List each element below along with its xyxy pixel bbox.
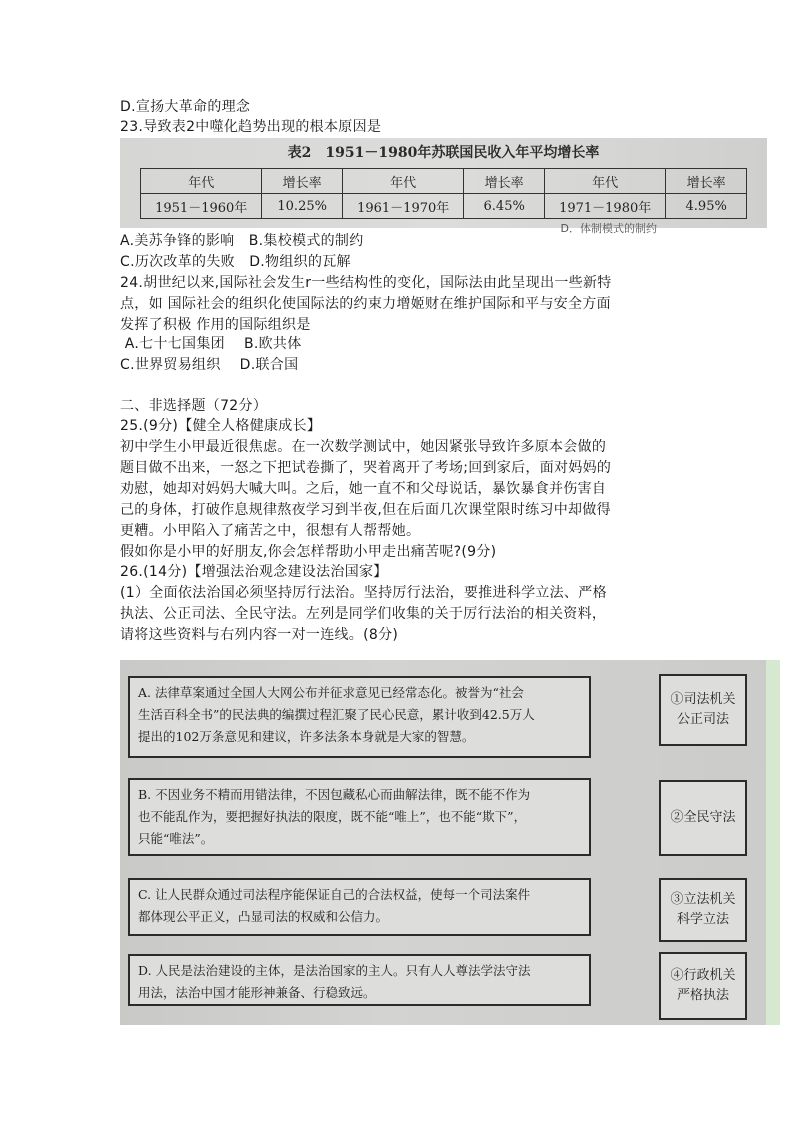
left-item-a: A. 法律草案通过全国人大网公布并征求意见已经常态化。被誉为“社会 生活百科全书”的民法典的编撰过程汇聚了民心民意，累计收到42.5万人 提出的102万条意见和建议，许多法条本身就是大家的智慧。	[128, 676, 591, 758]
text-line: A.七十七国集团 B.欧共体	[120, 336, 302, 352]
table-cell: 增长率	[666, 169, 747, 194]
question-26: 26.(14分)【增强法治观念建设法治国家】	[120, 564, 388, 580]
table2-scan	[120, 138, 767, 235]
matching-scan	[120, 660, 780, 1025]
left-item-b: B. 不因业务不精而用错法律，不因包藏私心而曲解法律，既不能不作为 也不能乱作为，要把握好执法的限度，既不能“唯上”，也不能“欺下”， 只能“唯法”。	[128, 778, 591, 856]
table-cell: 增长率	[262, 169, 343, 194]
text-line: C.历次改革的失败 D.物组织的瓦解	[120, 254, 351, 270]
text-line: 己的身体，打破作息规律熬夜学习到半夜,但在后面几次课堂限时练习中却做得	[120, 502, 611, 518]
text-line: 假如你是小甲的好朋友,你会怎样帮助小甲走出痛苦呢?(9分)	[120, 544, 497, 560]
table-cell: 10.25%	[262, 194, 343, 219]
table2	[140, 168, 747, 219]
left-item-d: D. 人民是法治建设的主体，是法治国家的主人。只有人人尊法学法守法 用法，法治中国才能形神兼备、行稳致远。	[128, 954, 591, 1006]
text-line: (1）全面依法治国必须坚持厉行法治。坚持厉行法治，要推进科学立法、严格	[120, 585, 607, 601]
text-line: 点，如 国际社会的组织化使国际法的约束力增姬财在维护国际和平与安全方面	[120, 296, 611, 312]
right-item-2: ②全民守法	[659, 780, 747, 856]
table-cell: 年代	[141, 169, 262, 194]
right-item-3: ③立法机关 科学立法	[659, 878, 747, 942]
scan-edge	[766, 660, 780, 1025]
text-line: 请将这些资料与右列内容一对一连线。(8分)	[120, 627, 399, 643]
table-cell: 6.45%	[464, 194, 545, 219]
cut-text: D．体制模式的制约	[560, 222, 657, 235]
text-line: 执法、公正司法、全民守法。左列是同学们收集的关于厉行法治的相关资料，	[120, 606, 607, 622]
table-row	[141, 169, 747, 194]
question-25: 25.(9分)【健全人格健康成长】	[120, 418, 322, 434]
table-cell: 增长率	[464, 169, 545, 194]
table-row	[141, 194, 747, 219]
question-24: 24.胡世纪以来,国际社会发生r一些结构性的变化，国际法由此呈现出一些新特	[120, 275, 612, 291]
text-line: 题目做不出来，一怒之下把试卷撕了，哭着离开了考场;回到家后，面对妈妈的	[120, 460, 612, 476]
right-item-4: ④行政机关 严格执法	[659, 952, 747, 1020]
section-heading: 二、非选择题（72分）	[120, 398, 268, 414]
table-cell: 4.95%	[666, 194, 747, 219]
table-cell: 年代	[544, 169, 665, 194]
text-line: 初中学生小甲最近很焦虑。在一次数学测试中，她因紧张导致许多原本会做的	[120, 439, 607, 455]
text-line: C.世界贸易组织 D.联合国	[120, 357, 299, 373]
option-d-text: D.宣扬大革命的理念	[120, 99, 251, 115]
table-cell: 1961－1970年	[342, 194, 463, 219]
left-item-c: C. 让人民群众通过司法程序能保证自己的合法权益，使每一个司法案件 都体现公平正义，凸显司法的权威和公信力。	[128, 878, 591, 936]
table-cell: 年代	[342, 169, 463, 194]
text-line: 劝慰，她却对妈妈大喊大叫。之后，她一直不和父母说话，暴饮暴食并伤害自	[120, 481, 607, 497]
table-cell: 1971－1980年	[544, 194, 665, 219]
question-23: 23.导致表2中噬化趋势出现的根本原因是	[120, 119, 382, 135]
text-line: 发挥了积极 作用的国际组织是	[120, 317, 311, 333]
right-item-1: ①司法机关 公正司法	[659, 674, 747, 746]
text-line: 更糟。小甲陷入了痛苦之中，很想有人帮帮她。	[120, 523, 421, 539]
table2-caption: 表2 1951－1980年苏联国民收入年平均增长率	[287, 145, 600, 161]
table-cell: 1951－1960年	[141, 194, 262, 219]
text-line: A.美苏争锋的影响 B.集校模式的制约	[120, 233, 364, 249]
